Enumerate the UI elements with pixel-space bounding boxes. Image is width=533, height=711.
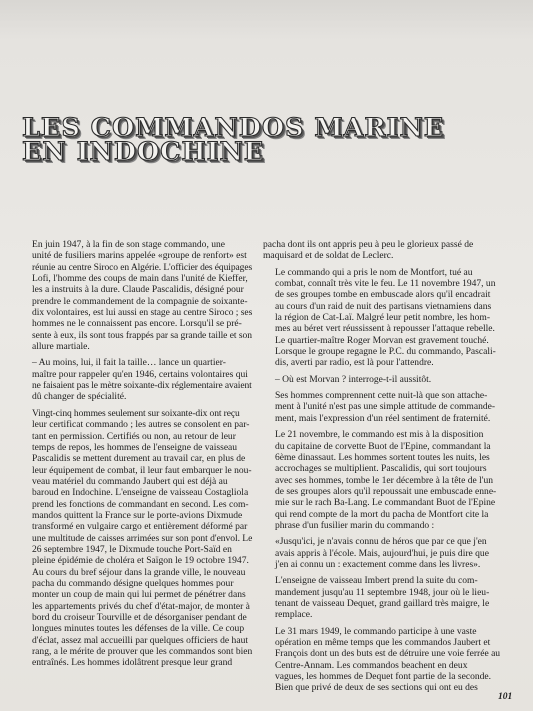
paragraph — [263, 429, 516, 531]
text-line: Lorsque le groupe regagne le P.C. du commando, Pascali- — [275, 346, 496, 358]
text-line: prend les fonctions de commandant en second. Les com- — [32, 498, 249, 510]
text-line: dis, averti par radio, est là pour l'attendre. — [275, 357, 434, 369]
text-line: rang, a le mérite de prouver que les commandos sont bien — [32, 646, 253, 658]
text-line: L'enseigne de vaisseau Imbert prend la suite du com- — [275, 575, 478, 587]
text-line: temps de repos, les hommes de l'enseigne de vaisseau — [32, 441, 238, 453]
text-line: baroud en Indochine. L'enseigne de vaisseau Costagliola — [32, 487, 249, 499]
text-line: avec ses hommes, tombe le 1er décembre à la tête de l'un — [275, 474, 494, 486]
text-line: combat, connaît très vite le feu. Le 11 novembre 1947, un — [275, 278, 496, 290]
text-line: entraînés. Les hommes idolâtrent presque leur grand — [32, 657, 233, 669]
text-line: Le quartier-maître Roger Morvan est gravement touché. — [275, 334, 489, 346]
paragraph — [20, 239, 252, 352]
text-line: dû changer de spécialité. — [32, 391, 127, 403]
text-line: Ses hommes comprennent cette nuit-là que son attache- — [275, 390, 488, 402]
text-line: Le 21 novembre, le commando est mis à la disposition — [275, 429, 484, 441]
paragraph — [263, 267, 516, 369]
text-line: maquisard et de soldat de Leclerc. — [263, 250, 394, 262]
text-line: ne faisaient pas le mètre soixante-dix réglementaire avaient — [32, 380, 252, 392]
right-text-column — [263, 239, 516, 699]
text-line: 6ème dinassaut. Les hommes sortent toutes les nuits, les — [275, 451, 490, 463]
paragraph — [263, 536, 516, 570]
text-line: au cours d'un raid de nuit des partisans vietnamiens dans — [275, 300, 492, 312]
text-line: accrochages se multiplient. Pascalidis, qui sort toujours — [275, 463, 487, 475]
left-text-column — [20, 239, 252, 674]
text-line: leur certificat commando ; les autres se consolent en par- — [32, 419, 250, 431]
text-line: Bien que privé de deux de ses sections qui ont eu des — [275, 682, 478, 694]
text-line: maître pour rappeler qu'en 1946, certains volontaires qui — [32, 368, 248, 380]
paragraph — [263, 575, 516, 620]
page-number: 101 — [498, 692, 513, 702]
text-line: pacha dont ils ont appris peu à peu le glorieux passé de — [263, 239, 474, 250]
page-shadow — [0, 0, 533, 40]
text-line: remplace. — [275, 609, 313, 621]
text-line: mes au béret vert réussissent à repousser l'attaque rebelle. — [275, 323, 495, 335]
text-line: pacha du commando désigne quelques hommes pour — [32, 577, 234, 589]
paragraph — [263, 626, 516, 694]
paragraph — [263, 239, 516, 262]
text-line: phrase d'un fusilier marin du commando : — [275, 519, 435, 531]
text-line: François dont un des buts est de détruire une voie ferrée au — [275, 648, 501, 660]
text-line: allure martiale. — [32, 341, 90, 353]
text-line: vagues, les hommes de Dequet font partie de la seconde. — [275, 671, 492, 683]
text-line: transformé en vulgaire cargo et entièrement déformé par — [32, 521, 248, 533]
text-line: bord du croiseur Tourville et de désorganiser pendant de — [32, 612, 247, 623]
text-line: En juin 1947, à la fin de son stage commando, une — [32, 239, 226, 250]
title-line-2: EN INDOCHINE — [22, 137, 265, 167]
text-line: une multitude de caisses arrimées sur son pont d'envol. Le — [32, 532, 253, 544]
paragraph — [263, 374, 516, 385]
text-line: Pascalidis se mettent durement au travail car, en plus de — [32, 453, 246, 465]
text-line: Lofi, l'homme des coups de main dans l'unité de Kieffer, — [32, 273, 248, 285]
text-line: dix volontaires, est lui aussi en stage au centre Siroco ; ses — [32, 307, 253, 319]
text-line: unité de fusiliers marins appelée «groupe de renfort» est — [32, 250, 247, 262]
text-line: qui rend compte de la mort du pacha de Montfort cite la — [275, 508, 489, 520]
text-line: – Au moins, lui, il fait la taille… lance un quartier- — [32, 357, 226, 369]
text-line: réunie au centre Siroco en Algérie. L'officier des équipages — [32, 261, 253, 273]
text-line: «Jusqu'ici, je n'avais connu de héros que par ce que j'en — [275, 536, 487, 548]
paragraph — [20, 357, 252, 402]
text-line: mandos quittent la France sur le porte-avions Dixmude — [32, 509, 243, 521]
text-line: leur équipement de combat, il leur faut embarquer le nou- — [32, 464, 252, 476]
text-line: hommes ne le connaissent pas encore. Lorsqu'il se pré- — [32, 318, 242, 330]
text-line: sente à eux, ils sont tous frappés par sa grande taille et son — [32, 329, 252, 341]
text-line: Vingt-cinq hommes seulement sur soixante-dix ont reçu — [32, 407, 240, 419]
text-line: tant en permission. Certifiés ou non, au retour de leur — [32, 430, 236, 442]
text-line: les a instruits à la dure. Claude Pascalidis, désigné pour — [32, 284, 244, 296]
text-line: avais appris à l'école. Mais, aujourd'hui, je puis dire que — [275, 547, 489, 559]
text-line: opération en même temps que les commandos Jaubert et — [275, 637, 491, 648]
text-line: ment à l'unité n'est pas une simple attitude de commande- — [275, 401, 496, 413]
text-line: tenant de vaisseau Dequet, grand gaillard très maigre, le — [275, 597, 490, 609]
text-line: Au cours du bref séjour dans la grande ville, le nouveau — [32, 566, 246, 578]
text-line: veau matériel du commando Jaubert qui est déjà au — [32, 475, 228, 487]
text-line: Le commando qui a pris le nom de Montfort, tué au — [275, 266, 473, 278]
page-title — [22, 113, 502, 167]
text-line: les appartements privés du chef d'état-major, de monter à — [32, 600, 250, 612]
text-line: pleine épidémie de choléra et Saïgon le 19 octobre 1947. — [32, 555, 249, 567]
text-line: de ses groupes tombe en embuscade alors qu'il encadrait — [275, 289, 491, 301]
paragraph — [20, 408, 252, 669]
text-line: monter un coup de main qui lui permet de pénétrer dans — [32, 589, 246, 601]
text-line: longues minutes toutes les défenses de la ville. Ce coup — [32, 623, 245, 635]
text-line: mandement jusqu'au 11 septembre 1948, jour où le lieu- — [275, 586, 490, 598]
text-line: – Où est Morvan ? interroge-t-il aussitôt. — [275, 373, 432, 385]
text-line: d'éclat, assez mal accueilli par quelques officiers de haut — [32, 634, 248, 646]
text-line: j'en ai connu un : exactement comme dans les livres». — [275, 558, 481, 570]
text-line: Le 31 mars 1949, le commando participe à une vaste — [275, 625, 477, 637]
text-line: 26 septembre 1947, le Dixmude touche Port-Saïd en — [32, 543, 232, 555]
title-line-1: LES COMMANDOS MARINE — [22, 113, 445, 143]
text-line: du capitaine de corvette Buot de l'Epine, commandant la — [275, 440, 491, 452]
text-line: la région de Cat-Laï. Malgré leur petit nombre, les hom- — [275, 312, 491, 324]
text-line: mie sur le rach Ba-Lang. Le commandant Buot de l'Epine — [275, 497, 496, 509]
text-line: prendre le commandement de la compagnie de soixante- — [32, 295, 248, 307]
text-line: ment, mais l'expression d'un réel sentiment de fraternité. — [275, 412, 491, 424]
text-line: de ses groupes alors qu'il repoussait une embuscade enne- — [275, 485, 497, 497]
paragraph — [263, 390, 516, 424]
text-line: Centre-Annam. Les commandos beachent en deux — [275, 659, 468, 671]
